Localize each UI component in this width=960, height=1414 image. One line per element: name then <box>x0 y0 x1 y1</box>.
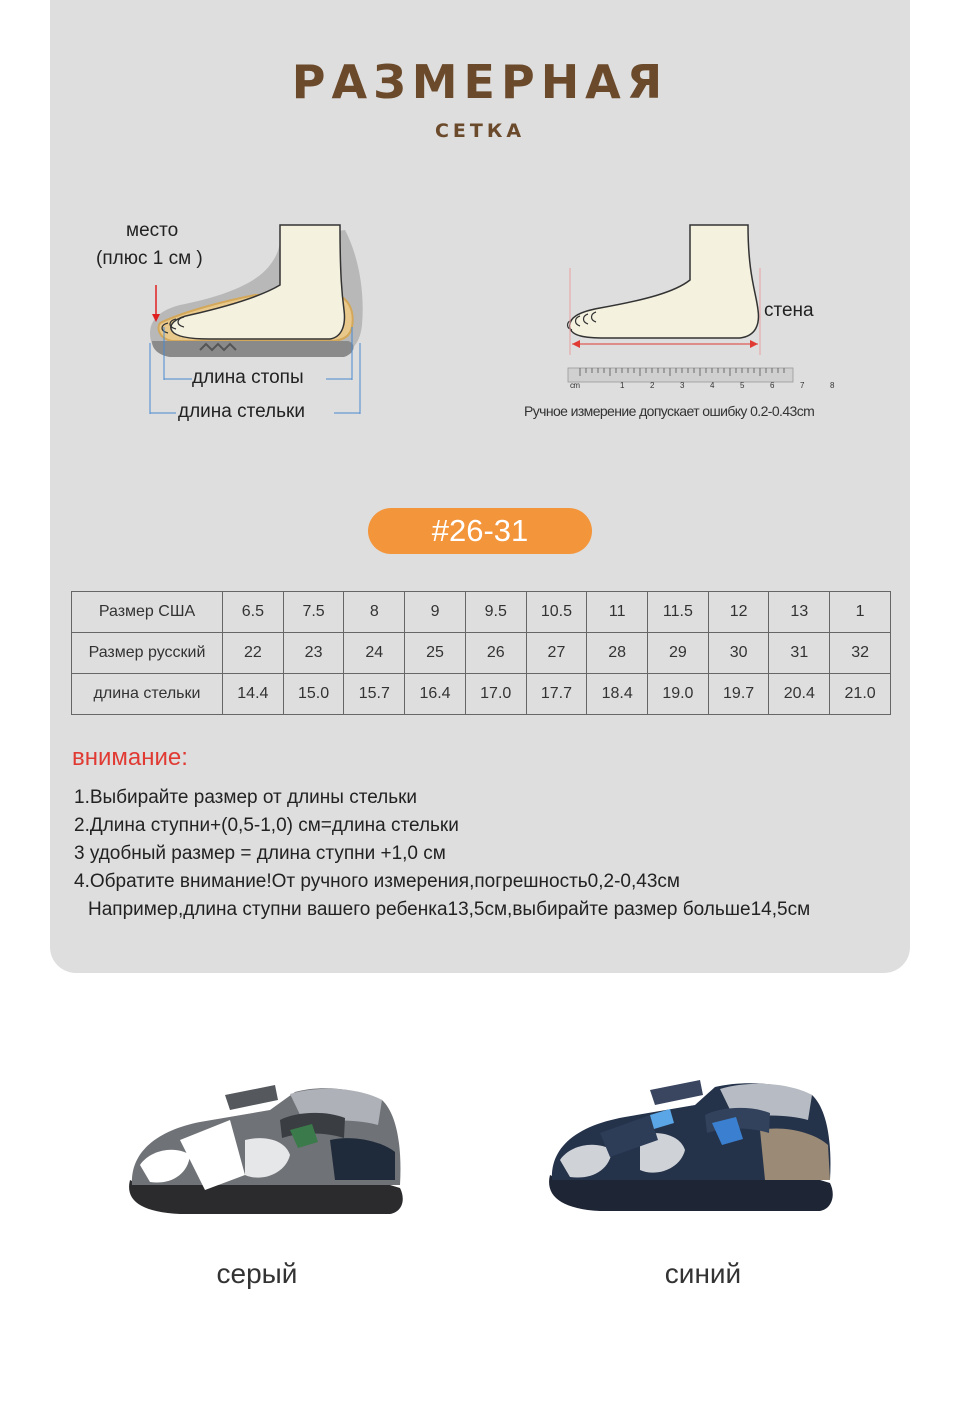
ruler-number: 5 <box>740 381 745 390</box>
note-line: 2.Длина ступни+(0,5-1,0) см=длина стельки <box>74 815 459 836</box>
table-cell: 22 <box>223 633 284 674</box>
ruler-number: 3 <box>680 381 685 390</box>
ruler-number: 7 <box>800 381 805 390</box>
table-cell: 32 <box>830 633 891 674</box>
grey-sandal-image <box>120 1080 410 1230</box>
note-line: 4.Обратите внимание!От ручного измерения,погрешность0,2-0,43см <box>74 871 680 892</box>
table-cell: 21.0 <box>830 674 891 715</box>
table-cell: 24 <box>344 633 405 674</box>
table-cell: 23 <box>283 633 344 674</box>
page-subtitle: СЕТКА <box>434 120 526 142</box>
table-row <box>72 633 891 674</box>
table-cell: 30 <box>708 633 769 674</box>
table-cell: 12 <box>708 592 769 633</box>
attention-title: внимание: <box>72 744 188 771</box>
page-title: РАЗМЕРНАЯ <box>291 55 669 109</box>
row-header: Размер США <box>72 592 223 633</box>
wall-label: стена <box>764 300 814 321</box>
table-cell: 18.4 <box>587 674 648 715</box>
ruler-number: 8 <box>830 381 835 390</box>
table-cell: 20.4 <box>769 674 830 715</box>
table-cell: 26 <box>465 633 526 674</box>
table-cell: 15.0 <box>283 674 344 715</box>
product-color-blue: синий <box>664 1258 742 1289</box>
ruler-number: 2 <box>650 381 655 390</box>
table-cell: 11 <box>587 592 648 633</box>
table-cell: 29 <box>648 633 709 674</box>
row-header: Размер русский <box>72 633 223 674</box>
measurement-error-note: Ручное измерение допускает ошибку 0.2-0.43cm <box>524 403 815 419</box>
ruler-number: 6 <box>770 381 775 390</box>
table-cell: 27 <box>526 633 587 674</box>
table-cell: 19.7 <box>708 674 769 715</box>
insole-length-label: длина стельки <box>178 401 305 422</box>
ruler-number: 4 <box>710 381 715 390</box>
foot-length-label: длина стопы <box>192 367 304 388</box>
table-cell: 1 <box>830 592 891 633</box>
table-cell: 17.7 <box>526 674 587 715</box>
table-cell: 31 <box>769 633 830 674</box>
size-range-badge: #26-31 <box>368 508 592 554</box>
table-cell: 14.4 <box>223 674 284 715</box>
ruler-number: 1 <box>620 381 625 390</box>
table-row <box>72 592 891 633</box>
table-cell: 13 <box>769 592 830 633</box>
table-cell: 19.0 <box>648 674 709 715</box>
product-color-grey: серый <box>216 1258 298 1289</box>
attention-notes <box>74 784 810 924</box>
ruler-unit-label: cm <box>570 381 580 390</box>
table-cell: 7.5 <box>283 592 344 633</box>
table-cell: 9 <box>405 592 466 633</box>
table-cell: 15.7 <box>344 674 405 715</box>
note-line: 3 удобный размер = длина ступни +1,0 см <box>74 843 446 864</box>
table-cell: 8 <box>344 592 405 633</box>
size-table <box>71 591 891 715</box>
table-row <box>72 674 891 715</box>
table-cell: 17.0 <box>465 674 526 715</box>
table-cell: 16.4 <box>405 674 466 715</box>
table-cell: 11.5 <box>648 592 709 633</box>
table-cell: 25 <box>405 633 466 674</box>
blue-sandal-image <box>540 1075 840 1225</box>
note-line: Например,длина ступни вашего ребенка13,5см,выбирайте размер больше14,5см <box>88 899 811 920</box>
space-label: место <box>126 220 179 241</box>
row-header: длина стельки <box>72 674 223 715</box>
note-line: 1.Выбирайте размер от длины стельки <box>74 787 418 808</box>
table-cell: 6.5 <box>223 592 284 633</box>
table-cell: 10.5 <box>526 592 587 633</box>
table-cell: 9.5 <box>465 592 526 633</box>
table-cell: 28 <box>587 633 648 674</box>
space-note: (плюс 1 см ) <box>96 248 203 269</box>
